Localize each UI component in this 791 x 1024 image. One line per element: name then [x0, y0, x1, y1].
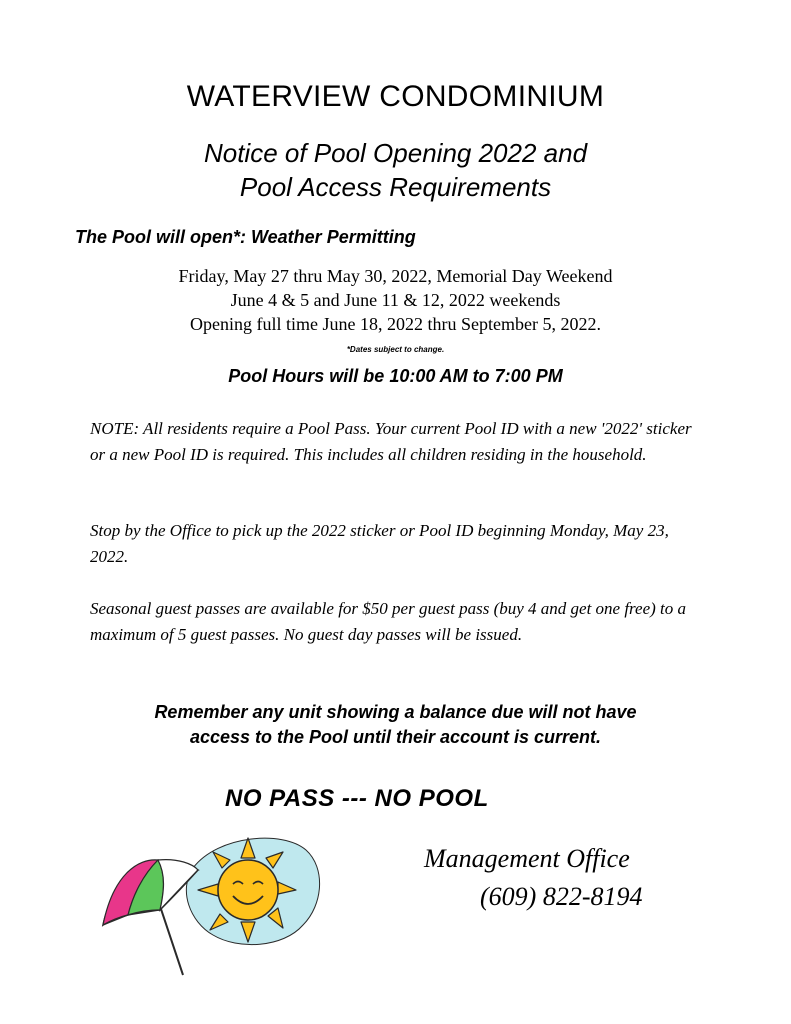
date-line: Opening full time June 18, 2022 thru September 5, 2022. — [190, 314, 601, 334]
opening-intro: The Pool will open*: Weather Permitting — [75, 227, 416, 247]
sun-face — [218, 860, 278, 920]
subtitle-line-1: Notice of Pool Opening 2022 and — [203, 138, 588, 168]
reminder-line-1: Remember any unit showing a balance due will not have — [154, 702, 637, 722]
contact-block — [424, 840, 642, 916]
page-title: WATERVIEW CONDOMINIUM — [186, 80, 605, 113]
subtitle-line-2: Pool Access Requirements — [239, 172, 552, 202]
guest-pass-note: Seasonal guest passes are available for $50 per guest pass (buy 4 and get one free) to a maximum of 5 guest passes. No guest day passes will be issued. — [90, 599, 687, 644]
no-pass-slogan: NO PASS --- NO POOL — [225, 785, 489, 812]
pickup-note: Stop by the Office to pick up the 2022 sticker or Pool ID beginning Monday, May 23, 2022. — [90, 521, 669, 566]
notice-subtitle — [0, 136, 791, 204]
date-line: Friday, May 27 thru May 30, 2022, Memorial Day Weekend — [178, 266, 613, 286]
umbrella-and-sun-icon — [98, 830, 328, 980]
reminder-line-2: access to the Pool until their account is current. — [189, 727, 602, 747]
office-phone: (609) 822-8194 — [480, 882, 643, 911]
opening-dates — [0, 264, 791, 336]
date-line: June 4 & 5 and June 11 & 12, 2022 weekends — [230, 290, 561, 310]
balance-reminder — [0, 700, 791, 750]
office-name: Management Office — [424, 844, 630, 873]
pool-hours: Pool Hours will be 10:00 AM to 7:00 PM — [228, 366, 563, 386]
pool-pass-note: NOTE: All residents require a Pool Pass. Your current Pool ID with a new '2022' sticker or a new Pool ID is required. This includes all children residing in the household. — [90, 419, 692, 464]
dates-footnote: *Dates subject to change. — [346, 345, 445, 354]
